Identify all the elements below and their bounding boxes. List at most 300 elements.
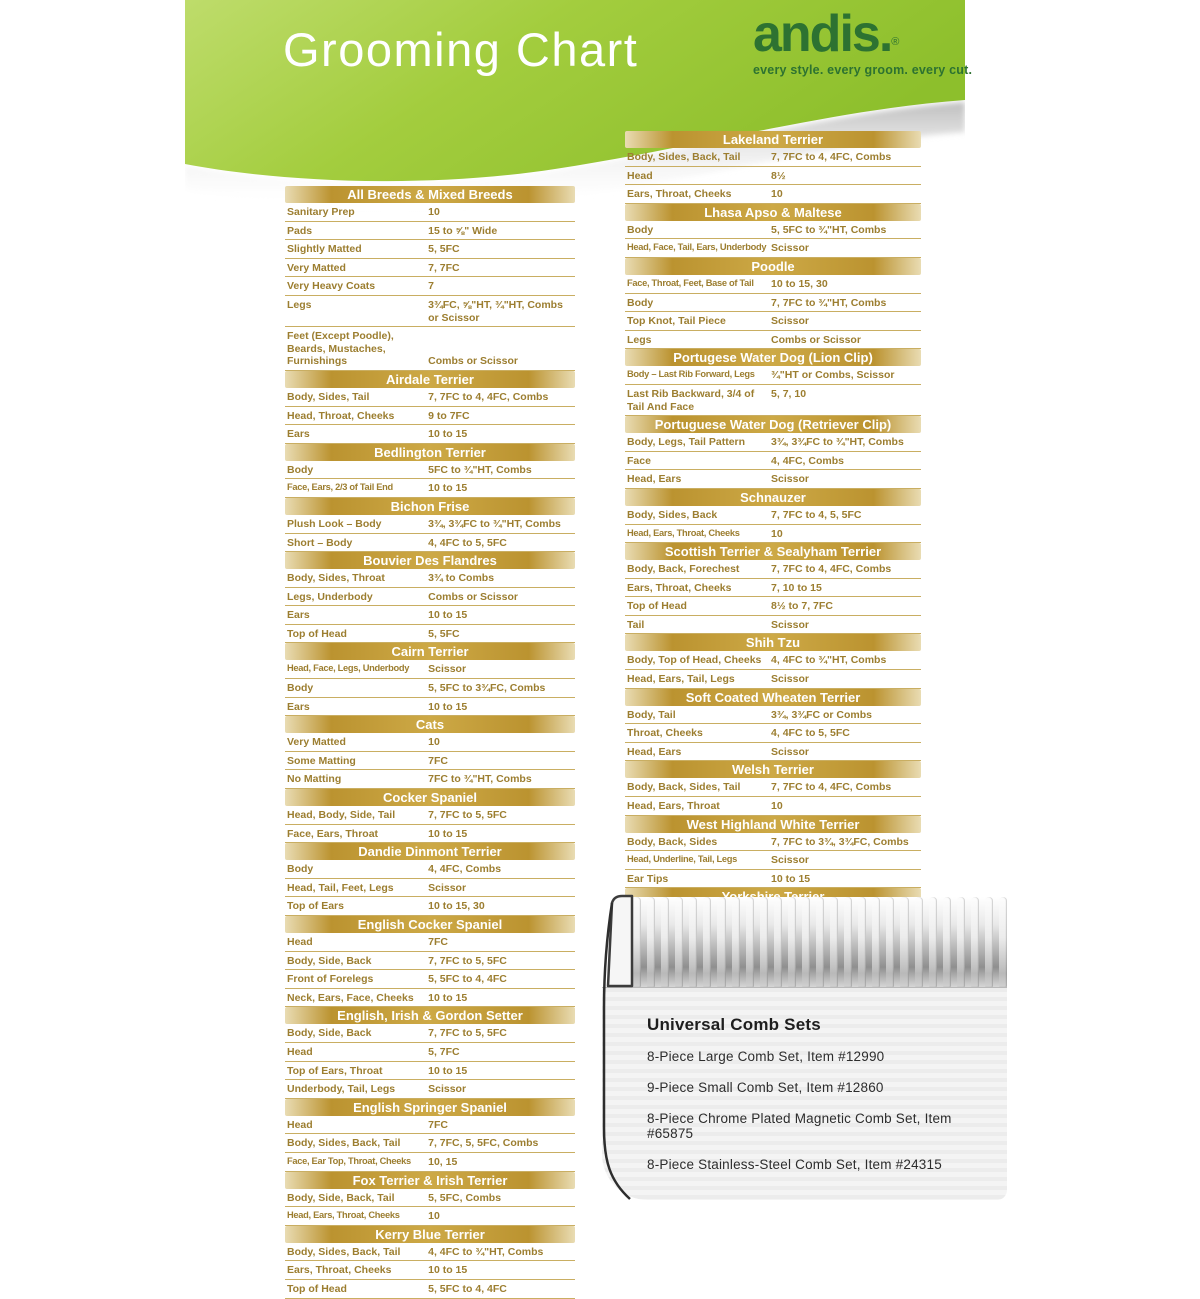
- row-label: Head, Underline, Tail, Legs: [627, 854, 738, 865]
- breed-table-title: Dandie Dinmont Terrier: [285, 843, 575, 860]
- row-value: 7, 7FC to 4, 5, 5FC: [771, 508, 862, 521]
- row-value: 7, 7FC to 4, 4FC, Combs: [771, 151, 892, 163]
- row-value: Scissor: [428, 881, 467, 894]
- table-row: [625, 833, 921, 852]
- breed-table-rows: [625, 275, 921, 349]
- breed-table: [285, 498, 575, 552]
- row-value: Scissor: [771, 854, 809, 867]
- breed-table-title: Poodle: [625, 258, 921, 275]
- row-label: Legs: [287, 298, 312, 311]
- breed-table-rows: [625, 833, 921, 889]
- registered-mark: ®: [891, 36, 900, 48]
- table-row: [625, 743, 921, 762]
- table-row: [285, 222, 575, 241]
- breed-table-title: Shih Tzu: [625, 634, 921, 651]
- row-value: 3¾, 3¾FC or Combs: [771, 708, 872, 721]
- table-row: [285, 1116, 575, 1135]
- row-value: 8½: [771, 169, 786, 182]
- row-value: Scissor: [771, 473, 809, 486]
- row-label: Top of Ears, Throat: [287, 1064, 383, 1077]
- table-row: [285, 1043, 575, 1062]
- comb-sets-list: [647, 1049, 987, 1172]
- table-row: [625, 616, 921, 635]
- row-label: Head: [287, 1045, 313, 1058]
- row-value: 5, 5FC to 4, 4FC: [428, 1282, 507, 1295]
- row-value: 10 to 15: [428, 428, 468, 441]
- row-value: 7, 7FC to 5, 5FC: [428, 954, 507, 967]
- breed-table-title: Cocker Spaniel: [285, 789, 575, 806]
- table-row: [285, 825, 575, 844]
- breed-table-rows: [285, 1243, 575, 1299]
- row-value: 5, 5FC to 4, 4FC: [428, 973, 507, 986]
- row-label: Head, Ears: [627, 745, 682, 758]
- breed-table-rows: [285, 1189, 575, 1226]
- row-label: Head, Ears, Throat: [627, 800, 720, 813]
- table-row: [625, 579, 921, 598]
- table-row: [285, 327, 575, 371]
- row-label: Very Heavy Coats: [287, 280, 376, 293]
- row-value: 4, 4FC, Combs: [771, 454, 844, 467]
- logo-tagline: every style. every groom. every cut.: [753, 63, 973, 77]
- row-label: Face: [627, 454, 651, 467]
- table-row: [285, 569, 575, 588]
- row-label: Very Matted: [287, 261, 346, 274]
- right-table-column: [625, 131, 921, 961]
- row-value: 7: [428, 280, 434, 293]
- row-label: Face, Ears, 2/3 of Tail End: [287, 482, 393, 493]
- row-value: ¾"HT or Combs, Scissor: [771, 369, 895, 382]
- breed-table: [625, 416, 921, 489]
- table-row: [285, 860, 575, 879]
- table-row: [285, 970, 575, 989]
- breed-table: [625, 543, 921, 634]
- table-row: [625, 506, 921, 525]
- breed-table: [285, 916, 575, 1007]
- row-label: Ears: [287, 700, 310, 713]
- row-label: Very Matted: [287, 736, 346, 749]
- breed-table-rows: [625, 221, 921, 258]
- row-value: Scissor: [771, 618, 809, 631]
- row-label: Ears, Throat, Cheeks: [287, 1264, 392, 1277]
- row-label: Some Matting: [287, 754, 356, 767]
- row-value: Combs or Scissor: [428, 355, 518, 368]
- row-label: Top Knot, Tail Piece: [627, 315, 726, 328]
- andis-logo-text: [753, 5, 983, 63]
- row-value: 10 to 15: [428, 991, 468, 1004]
- breed-table-rows: [285, 733, 575, 789]
- row-label: Ears, Throat, Cheeks: [627, 581, 732, 594]
- table-row: [285, 203, 575, 222]
- comb-set-item: 9-Piece Small Comb Set, Item #12860: [647, 1080, 884, 1095]
- row-label: Sanitary Prep: [287, 206, 355, 218]
- table-row: [625, 312, 921, 331]
- breed-table: [625, 349, 921, 416]
- row-value: 9 to 7FC: [428, 409, 470, 422]
- row-label: Plush Look – Body: [287, 517, 382, 530]
- breed-table-title: Cairn Terrier: [285, 643, 575, 660]
- breed-table-rows: [285, 806, 575, 843]
- row-label: Head, Ears, Tail, Legs: [627, 673, 735, 686]
- row-value: 4, 4FC to 5, 5FC: [428, 536, 507, 549]
- row-value: Scissor: [771, 315, 809, 328]
- row-label: Head, Ears, Throat, Cheeks: [287, 1210, 400, 1221]
- left-table-column: [285, 186, 575, 1299]
- row-label: Legs: [627, 333, 652, 346]
- breed-table: [285, 552, 575, 643]
- breed-table-title: Bedlington Terrier: [285, 444, 575, 461]
- table-row: [625, 851, 921, 870]
- row-label: Body, Back, Sides, Tail: [627, 781, 741, 794]
- comb-set-item: 8-Piece Stainless-Steel Comb Set, Item #24315: [647, 1157, 942, 1172]
- table-row: [625, 148, 921, 167]
- table-row: [285, 296, 575, 327]
- breed-table: [285, 186, 575, 371]
- breed-table-rows: [285, 860, 575, 916]
- table-row: [625, 221, 921, 240]
- table-row: [285, 1062, 575, 1081]
- row-label: Body, Legs, Tail Pattern: [627, 436, 746, 449]
- table-row: [285, 770, 575, 789]
- breed-table: [285, 371, 575, 444]
- row-value: 5, 5FC to ¾"HT, Combs: [771, 223, 887, 236]
- row-label: Ears, Throat, Cheeks: [627, 188, 732, 201]
- row-label: Head, Body, Side, Tail: [287, 809, 396, 822]
- table-row: [625, 706, 921, 725]
- breed-table: [625, 204, 921, 258]
- row-value: 10: [771, 527, 783, 540]
- row-label: Tail: [627, 618, 645, 631]
- andis-logo: [753, 5, 983, 77]
- breed-table: [625, 258, 921, 349]
- row-value: 7, 7FC to 5, 5FC: [428, 1027, 507, 1040]
- table-row: [285, 752, 575, 771]
- row-value: 4, 4FC, Combs: [428, 863, 502, 876]
- logo-word: andis: [753, 5, 879, 63]
- row-value: 10, 15: [428, 1155, 458, 1168]
- breed-table: [625, 761, 921, 815]
- row-label: Head: [627, 169, 653, 182]
- breed-table-rows: [625, 778, 921, 815]
- row-label: Last Rib Backward, 3/4 of Tail And Face: [627, 387, 755, 413]
- row-label: Body, Sides, Back, Tail: [287, 1137, 401, 1150]
- row-label: Body, Sides, Throat: [287, 572, 385, 585]
- row-label: Body, Tail: [627, 708, 676, 721]
- row-value: 10 to 15: [428, 1064, 468, 1077]
- row-label: Head: [287, 936, 313, 948]
- row-value: 7, 7FC to ¾"HT, Combs: [771, 296, 887, 309]
- row-value: 10 to 15: [428, 1264, 468, 1277]
- table-row: [625, 560, 921, 579]
- row-label: Head, Face, Legs, Underbody: [287, 663, 410, 674]
- table-row: [285, 1134, 575, 1153]
- row-value: 10 to 15, 30: [428, 900, 485, 913]
- breed-table-rows: [285, 933, 575, 1007]
- grooming-chart-page: [185, 0, 1015, 1295]
- table-row: [625, 385, 921, 416]
- row-value: 5, 5FC, Combs: [428, 1191, 502, 1204]
- table-row: [285, 534, 575, 553]
- row-value: 7FC: [428, 936, 448, 948]
- breed-table-title: All Breeds & Mixed Breeds: [285, 186, 575, 203]
- breed-table-title: Welsh Terrier: [625, 761, 921, 778]
- table-row: [625, 870, 921, 889]
- breed-table-rows: [625, 706, 921, 762]
- row-value: Scissor: [428, 663, 467, 676]
- table-row: [285, 1153, 575, 1172]
- table-row: [285, 461, 575, 480]
- table-row: [285, 1261, 575, 1280]
- breed-table: [285, 716, 575, 789]
- breed-table-title: Soft Coated Wheaten Terrier: [625, 689, 921, 706]
- row-label: Head, Ears: [627, 473, 682, 486]
- row-value: 3¾, 3¾FC to ¾"HT, Combs: [428, 517, 561, 530]
- table-row: [625, 651, 921, 670]
- table-row: [285, 1189, 575, 1208]
- row-label: Face, Ear Top, Throat, Cheeks: [287, 1155, 411, 1166]
- table-row: [625, 525, 921, 544]
- row-label: Ear Tips: [627, 872, 669, 885]
- breed-table-title: Portuguese Water Dog (Retriever Clip): [625, 416, 921, 433]
- table-row: [625, 724, 921, 743]
- table-row: [285, 733, 575, 752]
- breed-table-title: Scottish Terrier & Sealyham Terrier: [625, 543, 921, 560]
- breed-table: [285, 789, 575, 843]
- breed-table: [625, 816, 921, 889]
- breed-table: [625, 634, 921, 688]
- breed-table: [285, 643, 575, 716]
- row-label: Ears: [287, 609, 310, 622]
- row-label: Body, Side, Back: [287, 954, 372, 967]
- breed-table: [285, 444, 575, 498]
- row-value: 15 to ⅝" Wide: [428, 224, 498, 237]
- breed-table-rows: [625, 148, 921, 204]
- table-row: [285, 1207, 575, 1226]
- row-label: Body, Back, Sides: [627, 835, 718, 848]
- row-label: Feet (Except Poodle), Beards, Mustaches, Furnishings: [287, 330, 394, 368]
- table-row: [625, 366, 921, 385]
- row-value: 7, 7FC: [428, 261, 460, 274]
- row-label: Pads: [287, 224, 313, 237]
- table-row: [285, 879, 575, 898]
- row-value: Scissor: [428, 1083, 467, 1096]
- row-label: Body: [287, 463, 314, 476]
- row-value: 10: [771, 188, 783, 201]
- table-row: [285, 388, 575, 407]
- table-row: [285, 698, 575, 717]
- table-row: [625, 331, 921, 350]
- row-label: Body, Side, Back: [287, 1027, 372, 1040]
- breed-table-title: English Cocker Spaniel: [285, 916, 575, 933]
- breed-table-rows: [625, 651, 921, 688]
- row-label: Head, Ears, Throat, Cheeks: [627, 527, 740, 538]
- breed-table: [285, 1226, 575, 1299]
- row-label: Front of Forelegs: [287, 973, 374, 986]
- breed-table-title: Kerry Blue Terrier: [285, 1226, 575, 1243]
- table-row: [285, 515, 575, 534]
- row-value: Scissor: [771, 242, 809, 255]
- breed-table-title: West Highland White Terrier: [625, 816, 921, 833]
- table-row: [285, 897, 575, 916]
- table-row: [625, 670, 921, 689]
- row-value: 5FC to ¾"HT, Combs: [428, 463, 532, 476]
- table-row: [625, 797, 921, 816]
- table-row: [625, 433, 921, 452]
- breed-table: [285, 1007, 575, 1098]
- row-value: 10 to 15: [428, 700, 468, 713]
- row-value: 7, 7FC to 5, 5FC: [428, 809, 507, 822]
- breed-table-title: Schnauzer: [625, 489, 921, 506]
- row-value: 7FC to ¾"HT, Combs: [428, 773, 532, 786]
- breed-table-title: Bouvier Des Flandres: [285, 552, 575, 569]
- breed-table-rows: [625, 560, 921, 634]
- row-label: Body: [627, 296, 654, 309]
- table-row: [625, 778, 921, 797]
- breed-table-rows: [625, 433, 921, 489]
- row-label: Head, Throat, Cheeks: [287, 409, 395, 422]
- row-label: Body: [627, 223, 654, 236]
- breed-table: [625, 489, 921, 543]
- breed-table: [285, 1099, 575, 1172]
- row-value: Scissor: [771, 673, 809, 686]
- row-label: Body, Sides, Back: [627, 508, 718, 521]
- table-row: [625, 185, 921, 204]
- row-value: 5, 5FC: [428, 627, 460, 640]
- breed-table-rows: [285, 569, 575, 643]
- row-value: 7, 7FC to 4, 4FC, Combs: [428, 390, 549, 403]
- row-value: 10 to 15, 30: [771, 277, 828, 290]
- row-label: Body, Back, Forechest: [627, 563, 740, 576]
- table-row: [285, 606, 575, 625]
- row-label: Body – Last Rib Forward, Legs: [627, 369, 755, 380]
- table-row: [285, 806, 575, 825]
- breed-table-rows: [285, 660, 575, 716]
- table-row: [625, 239, 921, 258]
- row-label: Face, Throat, Feet, Base of Tail: [627, 277, 754, 288]
- row-value: 3¾ to Combs: [428, 572, 495, 585]
- table-row: [285, 625, 575, 644]
- row-label: Body, Sides, Back, Tail: [287, 1245, 401, 1258]
- table-row: [625, 597, 921, 616]
- row-label: Ears: [287, 428, 310, 441]
- row-label: Face, Ears, Throat: [287, 827, 379, 840]
- row-value: 10: [771, 800, 783, 813]
- row-value: 8½ to 7, 7FC: [771, 600, 833, 613]
- breed-table: [625, 689, 921, 762]
- breed-table-title: Airdale Terrier: [285, 371, 575, 388]
- row-label: Head: [287, 1118, 313, 1131]
- page-title: Grooming Chart: [283, 23, 639, 76]
- table-row: [285, 1280, 575, 1299]
- table-row: [285, 425, 575, 444]
- row-label: Top of Head: [287, 627, 347, 640]
- row-value: 7, 10 to 15: [771, 581, 822, 594]
- row-value: 3¾FC, ⅝"HT, ¾"HT, Combs or Scissor: [428, 298, 563, 324]
- row-label: Body, Top of Head, Cheeks: [627, 654, 762, 667]
- table-row: [285, 952, 575, 971]
- row-value: 7FC: [428, 754, 448, 767]
- row-value: Scissor: [771, 745, 809, 758]
- table-row: [285, 407, 575, 426]
- breed-table-rows: [285, 515, 575, 552]
- table-row: [285, 1080, 575, 1099]
- row-value: 5, 7FC: [428, 1045, 460, 1058]
- row-value: 5, 5FC: [428, 243, 460, 256]
- row-value: 7FC: [428, 1118, 448, 1131]
- row-value: 5, 7, 10: [771, 387, 807, 400]
- breed-table-rows: [285, 1116, 575, 1172]
- table-row: [625, 275, 921, 294]
- table-row: [285, 1243, 575, 1262]
- table-row: [285, 1024, 575, 1043]
- row-label: No Matting: [287, 773, 342, 786]
- row-value: 7, 7FC, 5, 5FC, Combs: [428, 1137, 539, 1150]
- row-label: Underbody, Tail, Legs: [287, 1083, 396, 1096]
- row-label: Slightly Matted: [287, 243, 362, 256]
- logo-dot: .: [878, 5, 892, 63]
- table-row: [285, 588, 575, 607]
- breed-table-title: Lhasa Apso & Maltese: [625, 204, 921, 221]
- row-label: Head, Tail, Feet, Legs: [287, 881, 394, 894]
- table-row: [285, 989, 575, 1008]
- row-value: 10 to 15: [428, 827, 468, 840]
- breed-table-rows: [285, 461, 575, 498]
- row-value: 10 to 15: [428, 609, 468, 622]
- row-label: Throat, Cheeks: [627, 727, 703, 740]
- table-row: [285, 679, 575, 698]
- table-row: [285, 479, 575, 498]
- row-value: 10: [428, 736, 440, 749]
- breed-table-rows: [285, 388, 575, 444]
- table-row: [285, 240, 575, 259]
- table-row: [625, 167, 921, 186]
- row-value: 3¾, 3¾FC to ¾"HT, Combs: [771, 436, 904, 449]
- comb-sets-title: Universal Comb Sets: [647, 1015, 821, 1034]
- table-row: [625, 452, 921, 471]
- row-value: Combs or Scissor: [771, 333, 861, 346]
- row-value: 7, 7FC to 3¾, 3¾FC, Combs: [771, 835, 909, 848]
- row-value: 10: [428, 1210, 440, 1223]
- row-value: 4, 4FC to ¾"HT, Combs: [771, 654, 887, 667]
- row-label: Legs, Underbody: [287, 590, 373, 603]
- row-value: 10 to 15: [428, 482, 468, 495]
- table-row: [285, 660, 575, 679]
- breed-table-title: English, Irish & Gordon Setter: [285, 1007, 575, 1024]
- breed-table-title: Portugese Water Dog (Lion Clip): [625, 349, 921, 366]
- comb-set-item: 8-Piece Chrome Plated Magnetic Comb Set, Item #65875: [647, 1111, 952, 1141]
- row-value: 7, 7FC to 4, 4FC, Combs: [771, 563, 892, 576]
- breed-table-title: Lakeland Terrier: [625, 131, 921, 148]
- row-value: 7, 7FC to 4, 4FC, Combs: [771, 781, 892, 794]
- breed-table-rows: [285, 203, 575, 371]
- row-value: 4, 4FC to 5, 5FC: [771, 727, 850, 740]
- row-label: Head, Face, Tail, Ears, Underbody: [627, 242, 767, 253]
- breed-table: [285, 1172, 575, 1226]
- table-row: [285, 933, 575, 952]
- row-label: Top of Head: [287, 1282, 347, 1295]
- comb-set-item: 8-Piece Large Comb Set, Item #12990: [647, 1049, 885, 1064]
- clipper-blade-photo: [595, 893, 1015, 1200]
- row-label: Body, Sides, Tail: [287, 390, 370, 403]
- breed-table-rows: [285, 1024, 575, 1098]
- row-value: 10 to 15: [771, 872, 811, 885]
- breed-table-title: Bichon Frise: [285, 498, 575, 515]
- row-label: Body, Sides, Back, Tail: [627, 151, 741, 163]
- table-row: [285, 277, 575, 296]
- row-label: Body: [287, 682, 314, 695]
- row-label: Body, Side, Back, Tail: [287, 1191, 395, 1204]
- breed-table-title: English Springer Spaniel: [285, 1099, 575, 1116]
- row-value: Combs or Scissor: [428, 590, 518, 603]
